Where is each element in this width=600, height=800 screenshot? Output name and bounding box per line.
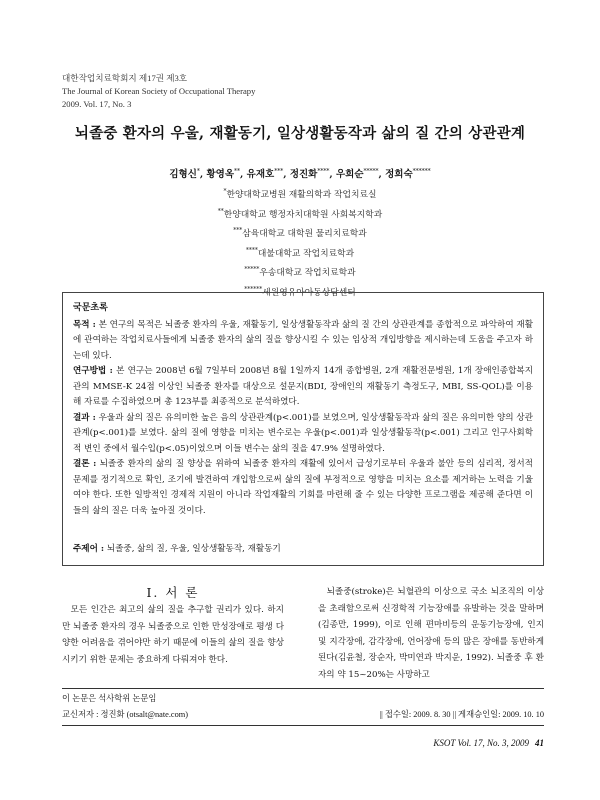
affiliation: ***삼육대학교 대학원 물리치료학과 (233, 227, 367, 239)
correspondence: 교신저자 : 정진화 (otsalt@nate.com) (62, 709, 188, 719)
paper-title: 뇌졸중 환자의 우울, 재활동기, 일상생활동작과 삶의 질 간의 상관관계 (74, 125, 526, 142)
received-dates: || 접수일: 2009. 8. 30 || 게재승인일: 2009. 10. 10 (379, 709, 544, 719)
footnote-row (62, 707, 544, 723)
body-column-left (62, 602, 284, 668)
journal-english: The Journal of Korean Society of Occupational Therapy (62, 86, 256, 96)
affiliation: ******세원영유아아동상담센터 (244, 285, 356, 298)
affiliation: *한양대학교병원 재활의학과 작업치료실 (223, 188, 377, 200)
body-column-right (318, 584, 544, 684)
author: 정진화****, (289, 167, 336, 180)
affiliation: **한양대학교 행정자치대학원 사회복지학과 (217, 207, 383, 220)
author: 우희순*****, (335, 167, 386, 180)
affiliation: ****대불대학교 작업치료학과 (245, 246, 355, 259)
author-list (0, 166, 600, 180)
body-paragraph: 모든 인간은 최고의 삶의 질을 추구할 권리가 있다. 하지만 뇌졸중 환자의 경우 뇌졸중으로 인한 만성장애로 평생 다양한 어려움을 겪어야만 하기 때문에 이들의 삶의 질을 향상시키기 위한 문제는 중요하게 다뤄져야 한다. (62, 605, 284, 665)
journal-korean: 대한작업치료학회지 제17권 제3호 (62, 73, 188, 83)
footnote-divider (62, 688, 544, 689)
journal-header (62, 72, 255, 111)
affiliation-list (0, 184, 600, 301)
abstract-method: 연구방법 : 본 연구는 2008년 6월 7일부터 2008년 8월 1일까지 14개 종합병원, 2개 재활전문병원, 1개 장애인종합복지관의 MMSE-K 24점 이상인 뇌졸중 환자를 대상으로 설문지(BDI, 장애인의 재활동기 측정도구, MBI, SS-QOL)를 이용해 자료를 수집하였으며 총 123부를 최종적으로 분석하였다. (73, 366, 534, 407)
abstract-conclusion: 결론 : 뇌졸중 환자의 삶의 질 향상을 위하여 뇌졸중 환자의 재활에 있어서 급성기로부터 우울과 불안 등의 심리적, 정서적 문제를 정기적으로 확인, 조기에 발견하여 개입함으로써 삶의 질에 부정적으로 영향을 미치는 요소를 제거하는 노력을 기울여야 한다. 또한 일방적인 경제적 지원이 아니라 작업재활의 기회를 마련해 줄 수 있는 다양한 프로그램을 제공해 준다면 이들의 삶의 질은 더욱 높아질 것이다. (73, 459, 533, 516)
footnote-note: 이 논문은 석사학위 논문임 (62, 694, 157, 703)
author: 황영옥**, (206, 167, 247, 180)
footer-journal: KSOT Vol. 17, No. 3, 2009 (433, 738, 529, 748)
abstract-result: 결과 : 우울과 삶의 질은 유의미한 높은 음의 상관관계(p<.001)를 보였으며, 일상생활동작과 삶의 질은 유의미한 양의 상관관계(p<.001)를 보였다. 삶의 질에 영향을 미치는 변수로는 우울(p<.001)과 일상생활동작(p<.001) 그리고 인구사회학적 변인 중에서 월수입(p<.05)이었으며 이들 변수는 삶의 질을 47.9% 설명하였다. (73, 412, 533, 454)
author: 김형신*, (169, 167, 207, 180)
affiliation: *****우송대학교 작업치료학과 (244, 266, 356, 278)
author: 유재호***, (246, 167, 290, 180)
author: 정희숙****** (385, 167, 431, 180)
abstract-keywords: 주제어 : 뇌졸중, 삶의 질, 우울, 일상생활동작, 재활동기 (73, 543, 281, 554)
page-number: 41 (535, 738, 544, 748)
page-footer (433, 738, 544, 748)
footer-divider (62, 725, 544, 726)
footnote (62, 691, 544, 722)
abstract-objective: 목적 : 본 연구의 목적은 뇌졸중 환자의 우울, 재활동기, 일상생활동작과 삶의 질 간의 상관관계를 종합적으로 파악하여 재활에 관여하는 작업치료사들에게 뇌졸중 환자의 삶의 질을 향상시킬 수 있는 임상적 개입방향을 제시하는데 도움을 주고자 하는데 있다. (73, 319, 533, 361)
body-paragraph: 뇌졸중(stroke)은 뇌혈관의 이상으로 국소 뇌조직의 이상을 초래함으로써 신경학적 기능장애를 유발하는 것을 말하며(김종만, 1999), 이로 인해 편마비등의 운동기능장애, 인지 및 지각장애, 감각장애, 언어장애 등의 많은 장애를 동반하게 된다(김윤철, 장순자, 박미연과 박지운, 1992). 뇌졸중 후 환자의 약 15~20%는 사망하고 (318, 587, 544, 680)
journal-issue: 2009. Vol. 17, No. 3 (62, 99, 132, 109)
abstract-box (62, 292, 544, 566)
abstract-heading: 국문초록 (73, 303, 108, 313)
section-title: Ⅰ. 서 론 (146, 585, 200, 600)
